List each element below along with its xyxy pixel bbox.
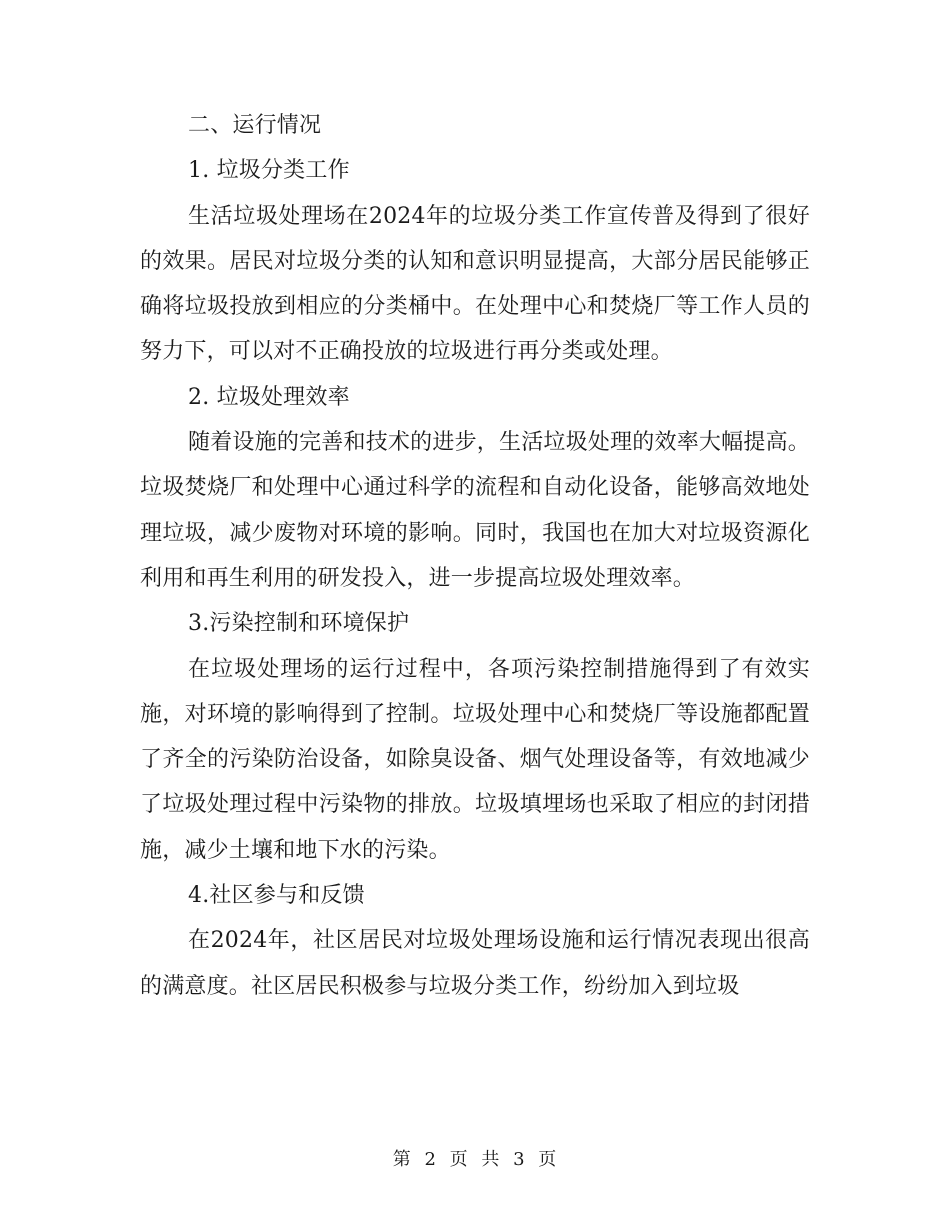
- document-page: [140, 103, 810, 1009]
- item-paragraph-3: 在垃圾处理场的运行过程中，各项污染控制措施得到了有效实施，对环境的影响得到了控制。垃圾处理中心和焚烧厂等设施都配置了齐全的污染防治设备，如除臭设备、烟气处理设备等，有效地减少了垃圾处理过程中污染物的排放。垃圾填埋场也采取了相应的封闭措施，减少土壤和地下水的污染。: [140, 656, 810, 863]
- section-heading: 二、运行情况: [188, 113, 322, 138]
- item-heading-1: 1. 垃圾分类工作: [188, 158, 350, 184]
- item-paragraph-1: 生活垃圾处理场在2024年的垃圾分类工作宣传普及得到了很好的效果。居民对垃圾分类的认知和意识明显提高，大部分居民能够正确将垃圾投放到相应的分类桶中。在处理中心和焚烧厂等工作人员的努力下，可以对不正确投放的垃圾进行再分类或处理。: [140, 203, 810, 365]
- item-heading-3: 3.污染控制和环境保护: [188, 611, 410, 637]
- item-heading-2: 2. 垃圾处理效率: [188, 384, 350, 410]
- item-paragraph-2: 随着设施的完善和技术的进步，生活垃圾处理的效率大幅提高。垃圾焚烧厂和处理中心通过科学的流程和自动化设备，能够高效地处理垃圾，减少废物对环境的影响。同时，我国也在加大对垃圾资源化利用和再生利用的研发投入，进一步提高垃圾处理效率。: [140, 430, 810, 591]
- item-paragraph-4: 在2024年，社区居民对垃圾处理场设施和运行情况表现出很高的满意度。社区居民积极参与垃圾分类工作，纷纷加入到垃圾: [140, 928, 810, 999]
- page-number-footer: 第 2 页 共 3 页: [392, 1149, 558, 1170]
- item-heading-4: 4.社区参与和反馈: [188, 883, 365, 909]
